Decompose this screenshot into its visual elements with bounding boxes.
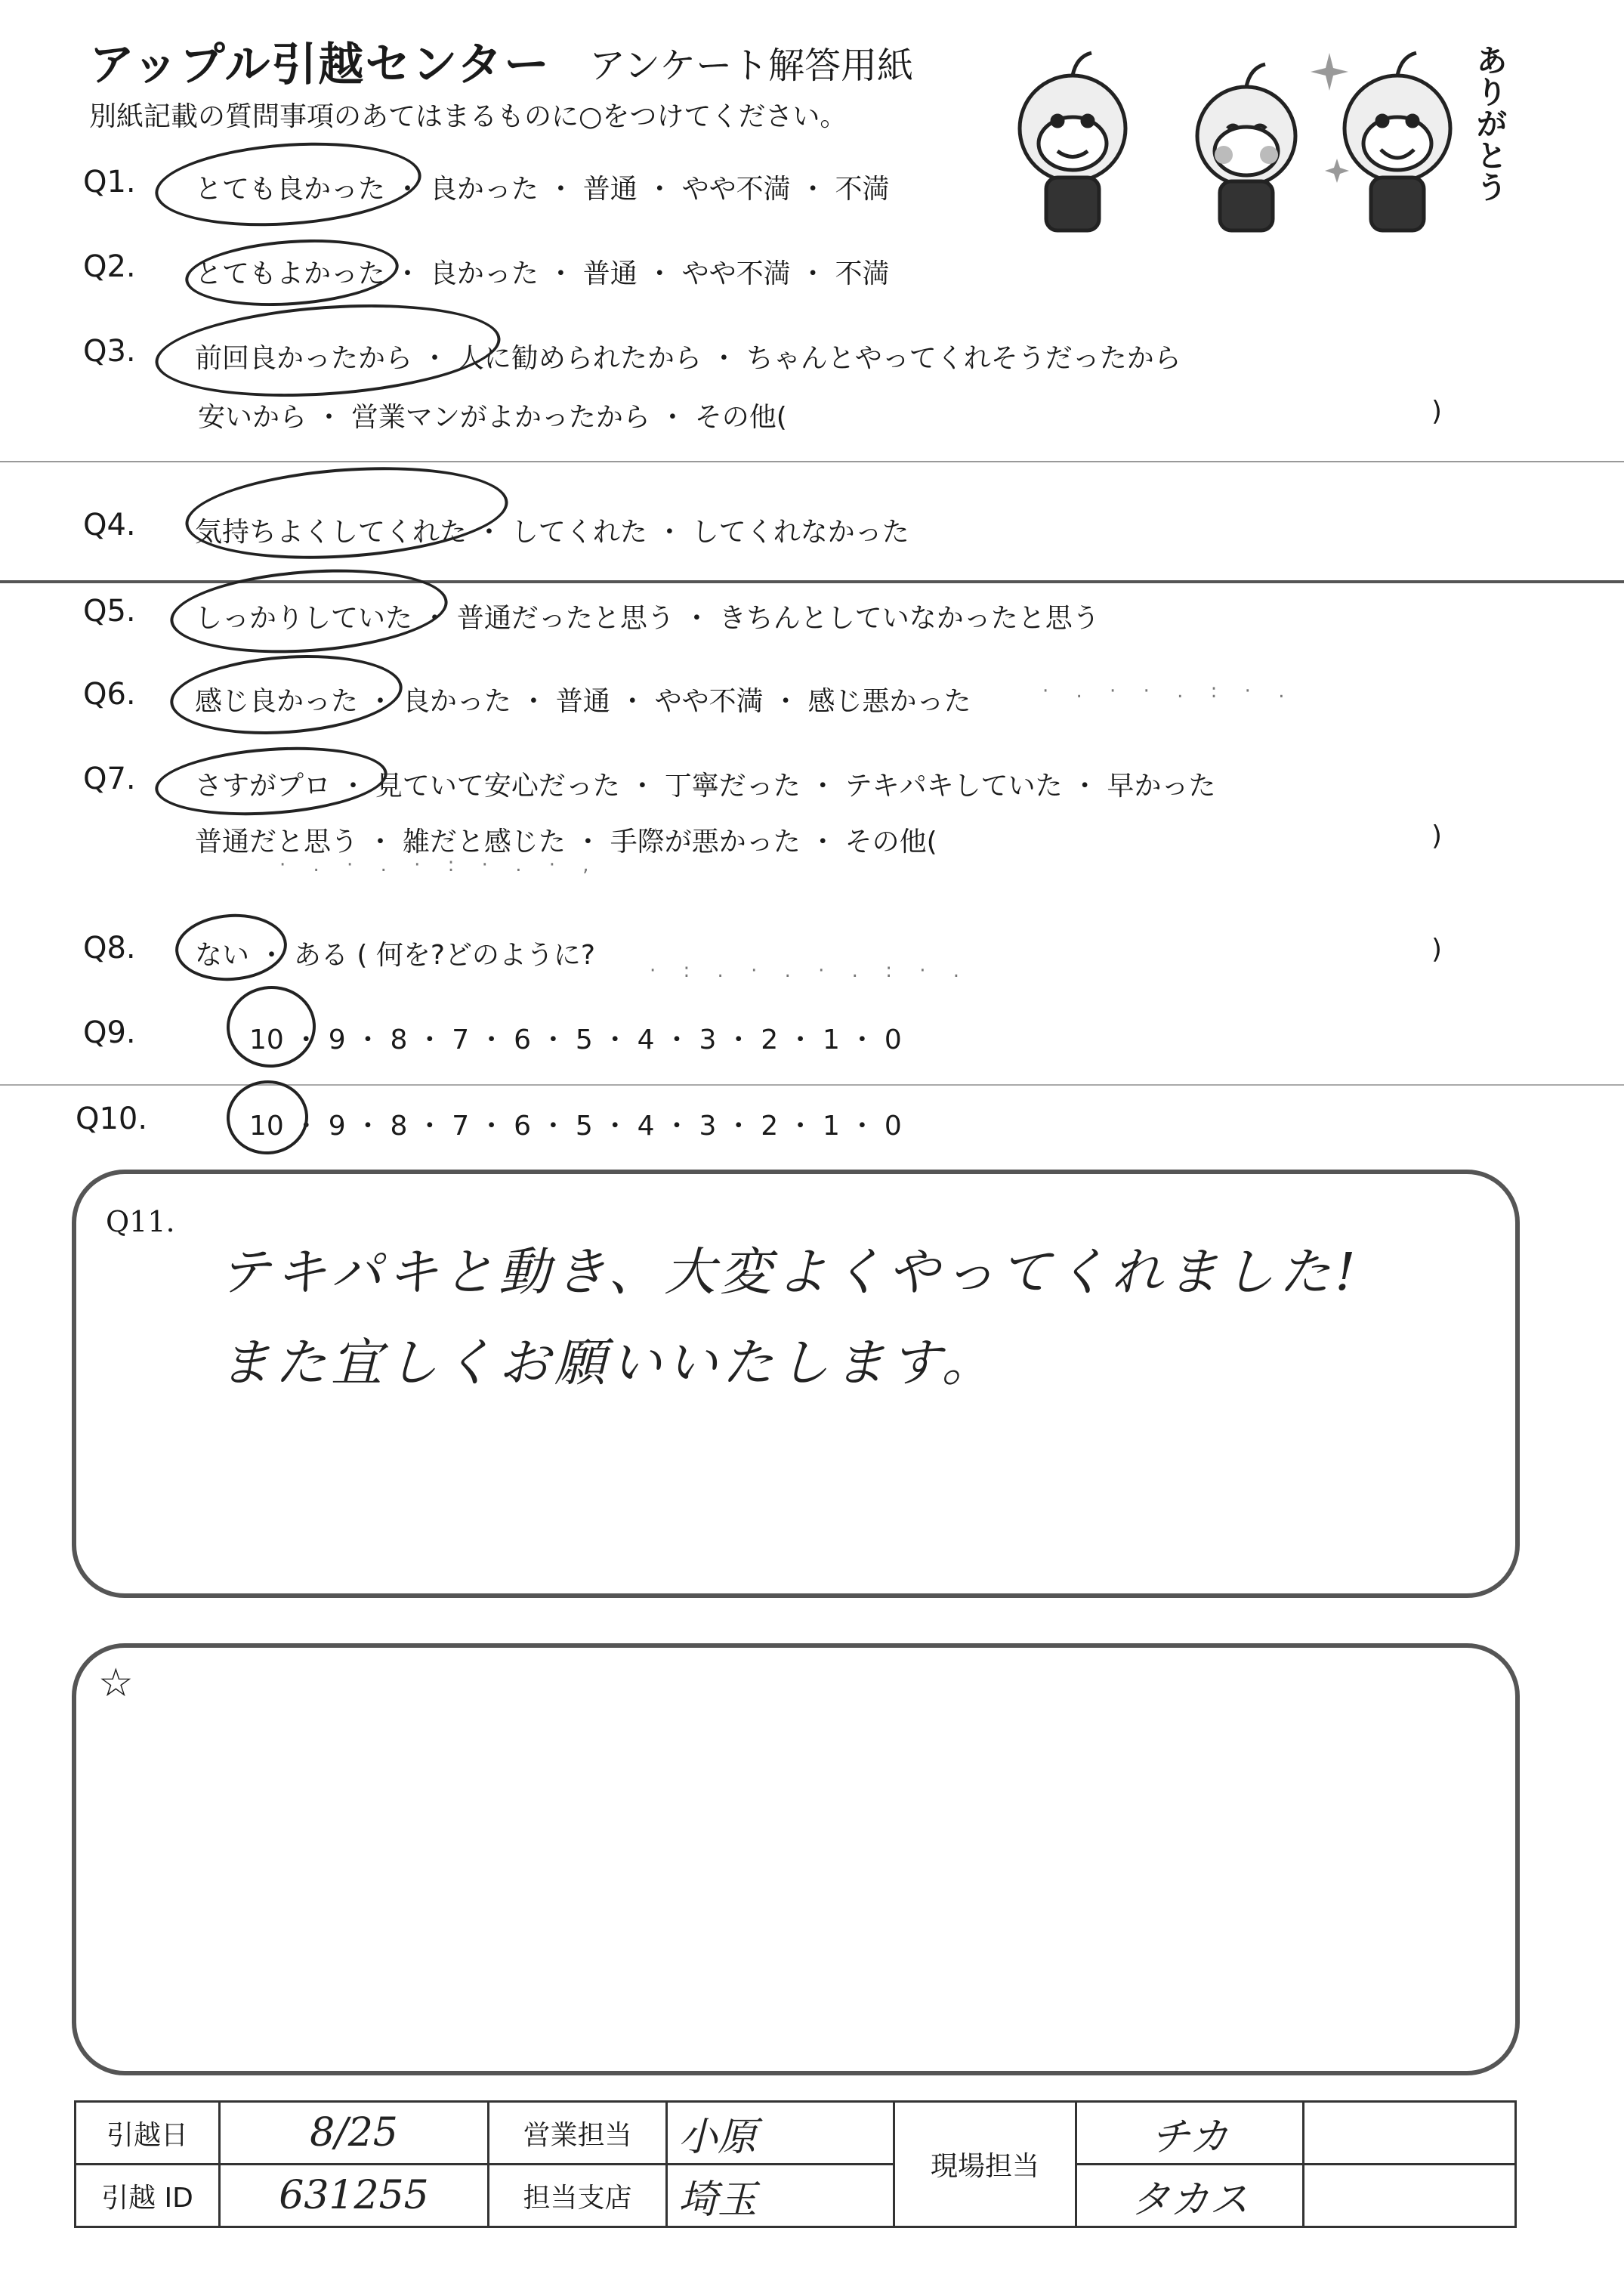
q2-selection-circle <box>183 233 400 313</box>
field-staff-value-1: チカ <box>1076 2102 1304 2165</box>
q3-selection-circle <box>152 294 503 407</box>
instruction-text: 別紙記載の質問事項のあてはまるものに○をつけてください。 <box>89 101 848 132</box>
move-id-value: 631255 <box>220 2165 489 2227</box>
monkey-2-icon <box>1197 64 1295 230</box>
branch-label: 担当支店 <box>489 2165 667 2227</box>
sales-rep-label: 営業担当 <box>489 2102 667 2165</box>
q7-options-line2: 普通だと思う ・ 雑だと感じた ・ 手際が悪かった ・ その他( <box>195 827 937 858</box>
q8-close-paren: ) <box>1431 934 1443 965</box>
field-staff-value-2: タカス <box>1076 2165 1304 2227</box>
star-icon: ☆ <box>98 1661 134 1706</box>
field-staff-empty-2 <box>1304 2165 1516 2227</box>
field-staff-empty-1 <box>1304 2102 1516 2165</box>
q1-selection-circle <box>153 134 425 234</box>
q11-handwritten-line2: また宜しくお願いいたします。 <box>219 1333 998 1393</box>
branch-value: 埼玉 <box>667 2165 894 2227</box>
q3-options-line1: 前回良かったから ・ 人に勧められたから ・ ちゃんとやってくれそうだったから <box>195 343 1181 374</box>
q5-options: しっかりしていた ・ 普通だったと思う ・ きちんとしていなかったと思う <box>195 603 1100 634</box>
q2-options: とてもよかった ・ 良かった ・ 普通 ・ やや不満 ・ 不満 <box>195 258 890 289</box>
q10-selection-circle <box>224 1077 311 1157</box>
q11-label: Q11. <box>106 1205 175 1238</box>
move-date-value: 8/25 <box>220 2102 489 2165</box>
q8-selection-circle <box>173 910 289 984</box>
q5-label: Q5. <box>83 594 136 629</box>
additional-comment-box <box>72 1643 1520 2075</box>
scribble-marks-q6: · . · · . : · . <box>1042 680 1295 703</box>
q4-selection-circle <box>182 457 511 569</box>
scribble-marks-q8: · : . · . · . : · . <box>650 960 971 982</box>
q10-scale: 10 ・ 9 ・ 8 ・ 7 ・ 6 ・ 5 ・ 4 ・ 3 ・ 2 ・ 1 ・ 0 <box>249 1111 902 1142</box>
q1-label: Q1. <box>83 165 136 199</box>
q8-label: Q8. <box>83 931 136 966</box>
monkey-1-icon <box>1020 53 1125 230</box>
q3-options-line2: 安いから ・ 営業マンがよかったから ・ その他( <box>198 402 787 433</box>
monkey-3-icon <box>1345 53 1450 230</box>
q1-options: とても良かった ・ 良かった ・ 普通 ・ やや不満 ・ 不満 <box>195 174 890 205</box>
q9-scale: 10 ・ 9 ・ 8 ・ 7 ・ 6 ・ 5 ・ 4 ・ 3 ・ 2 ・ 1 ・ 0 <box>249 1024 902 1055</box>
q6-selection-circle <box>168 647 405 741</box>
q8-options: ない ・ ある ( 何を?どのように? <box>195 940 596 971</box>
q5-selection-circle <box>168 561 451 661</box>
q9-selection-circle <box>224 983 318 1071</box>
q4-label: Q4. <box>83 508 136 542</box>
q7-selection-circle <box>153 740 389 822</box>
sales-rep-value: 小原 <box>667 2102 894 2165</box>
field-staff-label: 現場担当 <box>894 2102 1076 2227</box>
move-date-label: 引越日 <box>76 2102 220 2165</box>
scribble-marks-q7: · . · . · : · . · , <box>279 854 600 876</box>
q4-options: 気持ちよくしてくれた ・ してくれた ・ してくれなかった <box>195 517 909 548</box>
q3-label: Q3. <box>83 334 136 369</box>
q7-label: Q7. <box>83 762 136 796</box>
q6-options: 感じ良かった ・ 良かった ・ 普通 ・ やや不満 ・ 感じ悪かった <box>195 686 971 717</box>
q7-close-paren: ) <box>1431 820 1443 851</box>
footer-info-table <box>74 2100 1517 2228</box>
q10-label: Q10. <box>76 1102 148 1136</box>
sparkle-icon <box>1311 53 1349 183</box>
thanks-text: ありがとう <box>1477 44 1507 206</box>
q7-options-line1: さすがプロ ・ 見ていて安心だった ・ 丁寧だった ・ テキパキしていた ・ 早かった <box>195 771 1216 802</box>
divider-line-3 <box>0 1084 1624 1086</box>
move-id-label: 引越 ID <box>76 2165 220 2227</box>
q3-close-paren: ) <box>1431 396 1443 427</box>
divider-line-1 <box>0 461 1624 462</box>
q9-label: Q9. <box>83 1015 136 1050</box>
page-title: アップル引越センター <box>89 39 551 91</box>
monkey-mascots-image <box>990 23 1533 249</box>
q11-handwritten-line1: テキパキと動き、大変よくやってくれました! <box>219 1243 1360 1303</box>
q2-label: Q2. <box>83 249 136 284</box>
q6-label: Q6. <box>83 677 136 712</box>
page-subtitle: アンケート解答用紙 <box>589 45 914 87</box>
